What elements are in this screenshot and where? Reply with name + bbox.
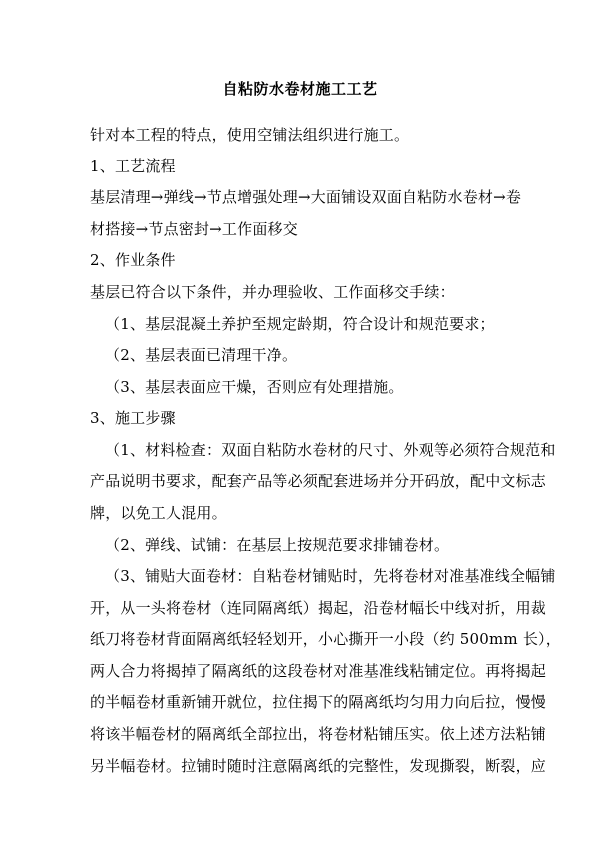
step-1-line-3: 牌，以免工人混用。 (90, 504, 227, 522)
step-3-line-5: 的半幅卷材重新铺开就位，拉住揭下的隔离纸均匀用力向后拉，慢慢 (90, 693, 547, 711)
step-3-line-2: 开，从一头将卷材（连同隔离纸）揭起，沿卷材幅长中线对折，用裁 (90, 599, 547, 617)
paragraph-intro: 针对本工程的特点，使用空铺法组织进行施工。 (90, 126, 410, 144)
step-1-line-2: 产品说明书要求，配套产品等必须配套进场并分开码放，配中文标志 (90, 472, 547, 490)
document-title: 自粘防水卷材施工工艺 (222, 80, 378, 98)
section-heading-process: 1、工艺流程 (90, 157, 176, 175)
step-3-line-1: （3、铺贴大面卷材：自粘卷材铺贴时，先将卷材对准基准线全幅铺 (105, 567, 556, 585)
condition-item-3: （3、基层表面应干燥，否则应有处理措施。 (105, 378, 404, 396)
step-2-line-1: （2、弹线、试铺：在基层上按规范要求排铺卷材。 (105, 536, 450, 554)
section-heading-conditions: 2、作业条件 (90, 251, 176, 269)
process-flow-line-1: 基层清理→弹线→节点增强处理→大面铺设双面自粘防水卷材→卷 (90, 188, 522, 206)
step-3-line-3: 纸刀将卷材背面隔离纸轻轻划开，小心撕开一小段（约 500mm 长）， (90, 630, 561, 648)
step-3-line-7: 另半幅卷材。拉铺时随时注意隔离纸的完整性，发现撕裂，断裂，应 (90, 757, 547, 775)
condition-item-2: （2、基层表面已清理干净。 (105, 346, 298, 364)
condition-item-1: （1、基层混凝土养护至规定龄期，符合设计和规范要求； (105, 315, 495, 333)
process-flow-line-2: 材搭接→节点密封→工作面移交 (90, 220, 298, 238)
step-1-line-1: （1、材料检查：双面自粘防水卷材的尺寸、外观等必须符合规范和 (105, 441, 556, 459)
conditions-intro: 基层已符合以下条件，并办理验收、工作面移交手续： (90, 283, 455, 301)
step-3-line-6: 将该半幅卷材的隔离纸全部拉出，将卷材粘铺压实。依上述方法粘铺 (90, 725, 547, 743)
step-3-line-4: 两人合力将揭掉了隔离纸的这段卷材对准基准线粘铺定位。再将揭起 (90, 662, 547, 680)
section-heading-steps: 3、施工步骤 (90, 409, 176, 427)
